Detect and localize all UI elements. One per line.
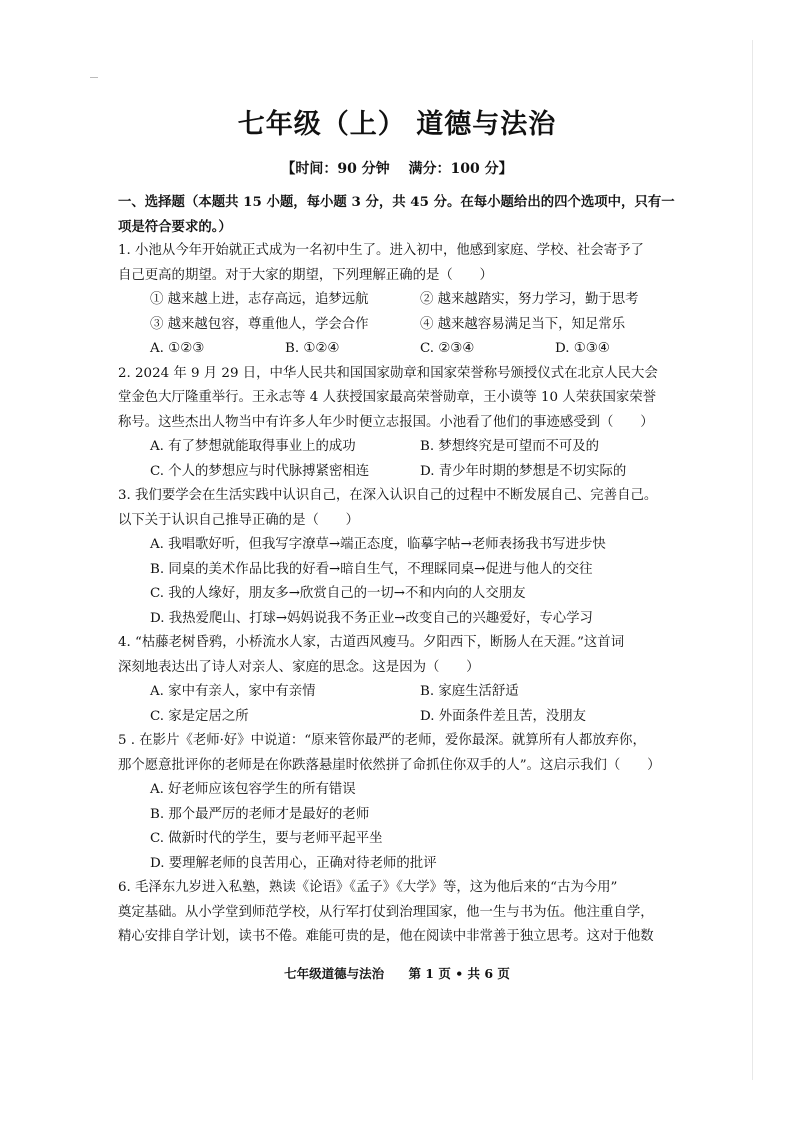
q2-options-row xyxy=(118,435,690,460)
q6-stem-cont: 精心安排自学计划，读书不倦。难能可贵的是，他在阅读中非常善于独立思考。这对于他数 xyxy=(118,929,654,944)
q2-option-c: C. 个人的梦想应与时代脉搏紧密相连 xyxy=(150,463,370,479)
scan-mark xyxy=(90,77,98,78)
q4-option-d: D. 外面条件差且苦，没朋友 xyxy=(420,708,587,724)
q1-item: ② 越来越踏实，努力学习，勤于思考 xyxy=(420,292,639,307)
q1-option-d: D. ①③④ xyxy=(555,341,610,356)
q4-stem-cont: 深刻地表达出了诗人对亲人、家庭的思念。这是因为（ ） xyxy=(118,659,480,675)
q2-options-row xyxy=(118,460,690,485)
q3-stem: 3. 我们要学会在生活实践中认识自己，在深入认识自己的过程中不断发展自己、完善自己。 xyxy=(118,488,658,503)
q1-option-b: B. ①②④ xyxy=(285,341,340,356)
q1-items-row xyxy=(118,313,690,338)
exam-meta: 【时间：90 分钟 满分：100 分】 xyxy=(281,161,513,177)
footer-page-number: 第 1 页 • 共 6 页 xyxy=(408,966,510,981)
q4-stem: 4. “枯藤老树昏鸦，小桥流水人家，古道西风瘦马。夕阳西下，断肠人在天涯。”这首词 xyxy=(118,635,625,650)
q1-stem: 1. 小池从今年开始就正式成为一名初中生了。进入初中，他感到家庭、学校、社会寄予了 xyxy=(118,243,644,258)
q1-options xyxy=(118,337,690,362)
q2-stem: 2. 2024 年 9 月 29 日，中华人民共和国国家勋章和国家荣誉称号颁授仪式在北京人民大会 xyxy=(118,365,658,381)
q2-option-a: A. 有了梦想就能取得事业上的成功 xyxy=(150,439,356,454)
section-heading: 一、选择题（本题共 15 小题，每小题 3 分，共 45 分。在每小题给出的四个选项中，只有一 xyxy=(118,194,675,210)
q2-stem-cont: 称号。这些杰出人物当中有许多人年少时便立志报国。小池看了他们的事迹感受到（ ） xyxy=(118,414,654,430)
q2-option-d: D. 青少年时期的梦想是不切实际的 xyxy=(420,463,627,479)
q1-item: ① 越来越上进，志存高远，追梦远航 xyxy=(150,292,369,307)
q4-options-row xyxy=(118,705,690,730)
footer-subject: 七年级道德与法治 xyxy=(284,966,385,981)
section-heading-cont: 项是符合要求的。） xyxy=(118,218,232,235)
q6-stem-cont: 奠定基础。从小学堂到师范学校，从行军打仗到治理国家，他一生与书为伍。他注重自学， xyxy=(118,904,654,920)
q5-option-c: C. 做新时代的学生，要与老师平起平坐 xyxy=(150,831,383,846)
page-footer xyxy=(0,964,794,982)
q5-stem-cont: 那个愿意批评你的老师是在你跌落悬崖时依然拼了命抓住你双手的人”。这启示我们（ ） xyxy=(118,757,661,773)
q5-option-a: A. 好老师应该包容学生的所有错误 xyxy=(150,782,356,797)
q2-option-b: B. 梦想终究是可望而不可及的 xyxy=(420,439,600,454)
scan-edge xyxy=(752,40,753,1080)
q6-stem: 6. 毛泽东九岁进入私塾，熟读《论语》《孟子》《大学》等，这为他后来的“古为今用” xyxy=(118,880,618,895)
q4-option-a: A. 家中有亲人，家中有亲情 xyxy=(150,684,316,699)
q4-options-row xyxy=(118,680,690,705)
q3-option-c: C. 我的人缘好，朋友多→欣赏自己的一切→不和内向的人交朋友 xyxy=(150,586,526,601)
q5-option-d: D. 要理解老师的良苦用心，正确对待老师的批评 xyxy=(150,855,437,871)
question-content xyxy=(118,190,690,950)
q1-items-row xyxy=(118,288,690,313)
q1-item: ④ 越来越容易满足当下，知足常乐 xyxy=(420,316,626,332)
q3-stem-cont: 以下关于认识自己推导正确的是（ ） xyxy=(118,512,360,528)
q3-option-d: D. 我热爱爬山、打球→妈妈说我不务正业→改变自己的兴趣爱好，专心学习 xyxy=(150,610,593,626)
q5-stem: 5 . 在影片《老师·好》中说道：“原来管你最严的老师，爱你最深。就算所有人都放弃你， xyxy=(118,733,646,748)
q1-option-a: A. ①②③ xyxy=(150,341,205,356)
q1-option-c: C. ②③④ xyxy=(420,341,475,356)
q4-option-b: B. 家庭生活舒适 xyxy=(420,684,519,699)
q3-option-b: B. 同桌的美术作品比我的好看→暗自生气，不理睬同桌→促进与他人的交往 xyxy=(150,561,593,577)
q1-stem-cont: 自己更高的期望。对于大家的期望，下列理解正确的是（ ） xyxy=(118,267,493,283)
q2-stem-cont: 堂金色大厅隆重举行。王永志等 4 人获授国家最高荣誉勋章，王小谟等 10 人荣获国家荣誉 xyxy=(118,390,657,405)
q5-option-b: B. 那个最严厉的老师才是最好的老师 xyxy=(150,806,370,822)
page-title: 七年级（上） 道德与法治 xyxy=(237,109,557,140)
q4-option-c: C. 家是定居之所 xyxy=(150,708,249,724)
q3-option-a: A. 我唱歌好听，但我写字潦草→端正态度，临摹字帖→老师表扬我书写进步快 xyxy=(150,537,606,552)
q1-item: ③ 越来越包容，尊重他人，学会合作 xyxy=(150,316,369,332)
